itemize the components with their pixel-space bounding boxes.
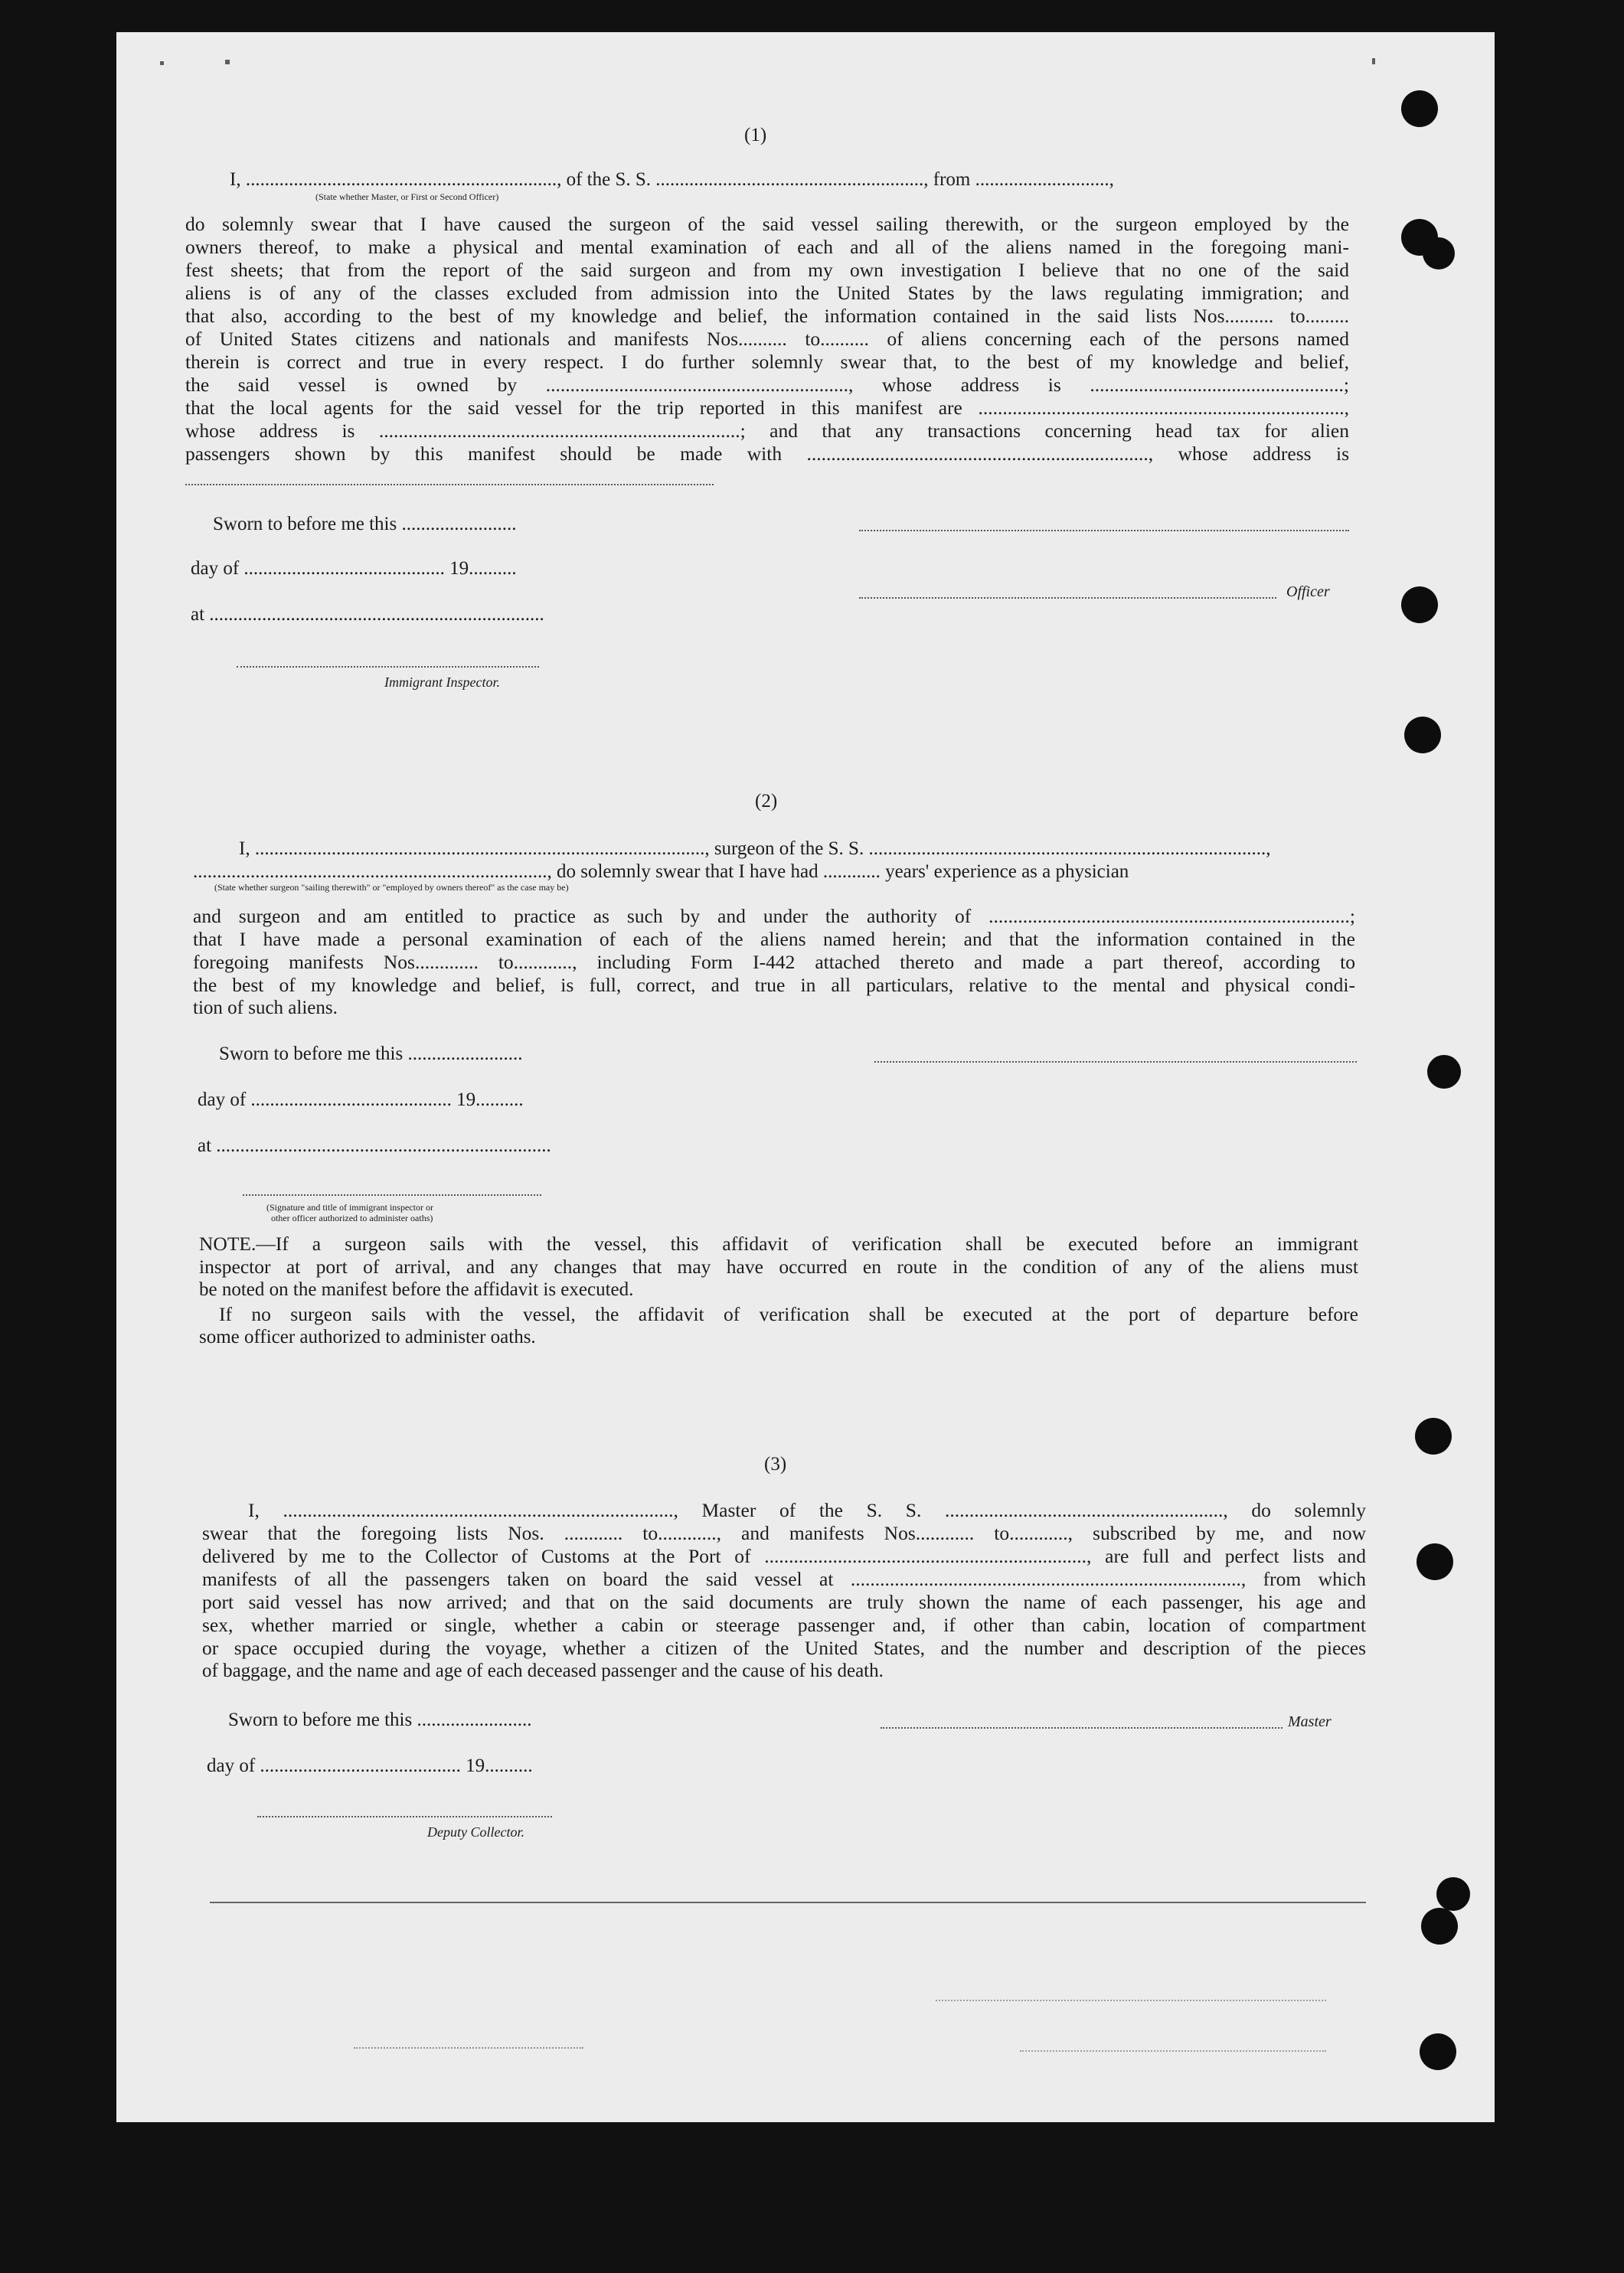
- section-1-line: therein is correct and true in every respect. I do further solemnly swear that, to the best of my knowledge and belief,: [185, 351, 1349, 373]
- section-2-line: and surgeon and am entitled to practice as such by and under the authority of ..........................................................................;: [193, 905, 1355, 927]
- immigrant-inspector-label: Immigrant Inspector.: [384, 674, 500, 690]
- punch-hole: [1423, 237, 1455, 269]
- note-line: inspector at port of arrival, and any changes that may have occurred en route in the condition of any of the aliens must: [199, 1256, 1358, 1278]
- section-3-sworn: Sworn to before me this ........................: [228, 1710, 532, 1730]
- signature-caption-2: other officer authorized to administer oaths): [271, 1213, 433, 1223]
- punch-hole: [1417, 1543, 1453, 1580]
- section-1-sworn: Sworn to before me this ........................: [213, 514, 517, 534]
- section-1-number: (1): [744, 125, 767, 145]
- section-3-line: I, ................................................................................, Master of the S. S. ........................................................., do solemnly: [248, 1499, 1366, 1521]
- section-2-line: foregoing manifests Nos............. to............, including Form I-442 attached thereto and made a part thereof, according to: [193, 951, 1355, 973]
- section-2-sworn: Sworn to before me this ........................: [219, 1043, 523, 1064]
- inspector-signature-line-2: [243, 1194, 541, 1196]
- section-1-line: owners thereof, to make a physical and mental examination of each and all of the aliens named in the foregoing mani-: [185, 236, 1349, 258]
- punch-hole: [1436, 1877, 1470, 1911]
- faint-bleed-line: [1020, 2050, 1326, 2052]
- punch-hole: [1404, 717, 1441, 753]
- section-3-line: or space occupied during the voyage, whether a citizen of the United States, and the number and description of the pieces: [202, 1637, 1366, 1659]
- ink-speck: [160, 61, 164, 65]
- section-1-line: that also, according to the best of my knowledge and belief, the information contained in the said lists Nos.......... to.........: [185, 305, 1349, 327]
- deputy-collector-label: Deputy Collector.: [427, 1824, 524, 1840]
- section-1-line: the said vessel is owned by .............................................................., whose address is ....................................................;: [185, 374, 1349, 396]
- section-3-line: swear that the foregoing lists Nos. ............ to............, and manifests Nos............ to............, subscribed by me, and now: [202, 1522, 1366, 1544]
- section-2-at: at ......................................................................: [198, 1135, 551, 1156]
- section-3-line: delivered by me to the Collector of Customs at the Port of .................................................................., are full and perfect lists and: [202, 1545, 1366, 1567]
- section-1-line: passengers shown by this manifest should be made with ......................................................................, whose address is: [185, 443, 1349, 465]
- section-2-line: the best of my knowledge and belief, is full, correct, and true in all particulars, relative to the mental and physical condi-: [193, 974, 1355, 996]
- note-line-3: be noted on the manifest before the affidavit is executed.: [199, 1279, 634, 1300]
- ink-speck: [1372, 58, 1375, 64]
- section-2-line-2: .........................................................................., do solemnly swear that I have had ............ years' experience as a physician: [193, 861, 1129, 882]
- inspector-signature-line: [237, 666, 539, 668]
- ink-speck: [225, 60, 230, 64]
- section-1-line: do solemnly swear that I have caused the surgeon of the said vessel sailing therewith, or the surgeon employed by the: [185, 213, 1349, 235]
- address-continuation-line: [185, 484, 714, 485]
- punch-hole: [1420, 2033, 1456, 2070]
- master-signature-line: [881, 1727, 1283, 1729]
- section-3-number: (3): [764, 1454, 787, 1475]
- master-label: Master: [1288, 1713, 1332, 1730]
- section-1-line: aliens is of any of the classes excluded from admission into the United States by the laws regulating immigration; and: [185, 282, 1349, 304]
- section-1-line: of United States citizens and nationals and manifests Nos.......... to.......... of aliens concerning each of the persons named: [185, 328, 1349, 350]
- section-1-line: whose address is ..........................................................................; and that any transactions concerning head tax for alien: [185, 420, 1349, 442]
- section-1-at: at ......................................................................: [191, 604, 544, 625]
- section-1-heading: I, ................................................................., of the S. S. ........................................................, from ............................,: [230, 169, 1114, 190]
- section-2-last-line: tion of such aliens.: [193, 998, 338, 1018]
- note-line-4: If no surgeon sails with the vessel, the affidavit of verification shall be executed at the port of departure before: [219, 1303, 1358, 1325]
- section-1-officer-caption: (State whether Master, or First or Second Officer): [315, 191, 499, 202]
- faint-bleed-line: [354, 2047, 583, 2049]
- note-line: NOTE.—If a surgeon sails with the vessel, this affidavit of verification shall be executed before an immigrant: [199, 1233, 1358, 1255]
- punch-hole: [1401, 90, 1438, 127]
- section-2-surgeon-caption: (State whether surgeon "sailing therewith" or "employed by owners thereof" as the case may be): [214, 882, 569, 893]
- punch-hole: [1427, 1055, 1461, 1089]
- section-3-line: manifests of all the passengers taken on board the said vessel at ................................................................................, from which: [202, 1568, 1366, 1590]
- officer-signature-line-2: [859, 597, 1276, 599]
- section-1-line: that the local agents for the said vessel for the trip reported in this manifest are ...........................................................................,: [185, 397, 1349, 419]
- section-2-heading: I, .............................................................................................., surgeon of the S. S. ...................................................................................,: [239, 838, 1271, 859]
- section-3-line: sex, whether married or single, whether a cabin or steerage passenger and, if other than cabin, location of compartment: [202, 1614, 1366, 1636]
- section-2-line: that I have made a personal examination of each of the aliens named herein; and that the information contained in the: [193, 928, 1355, 950]
- bottom-rule: [210, 1902, 1366, 1903]
- note-line-5: some officer authorized to administer oaths.: [199, 1327, 536, 1347]
- section-3-last-line: of baggage, and the name and age of each deceased passenger and the cause of his death.: [202, 1661, 884, 1681]
- section-1-day: day of .......................................... 19..........: [191, 558, 517, 579]
- surgeon-signature-line: [874, 1061, 1357, 1063]
- section-3-line: port said vessel has now arrived; and that on the said documents are truly shown the name of each passenger, his age and: [202, 1591, 1366, 1613]
- punch-hole: [1401, 586, 1438, 623]
- collector-signature-line: [257, 1816, 552, 1817]
- faint-bleed-line: [936, 2000, 1326, 2001]
- punch-hole: [1415, 1418, 1452, 1455]
- manifest-page: [116, 32, 1495, 2122]
- section-3-day: day of .......................................... 19..........: [207, 1755, 533, 1776]
- signature-caption-1: (Signature and title of immigrant inspector or: [266, 1202, 433, 1213]
- section-2-day: day of .......................................... 19..........: [198, 1089, 524, 1110]
- section-1-line: fest sheets; that from the report of the said surgeon and from my own investigation I believe that no one of the said: [185, 259, 1349, 281]
- punch-hole: [1421, 1908, 1458, 1945]
- officer-signature-line: [859, 530, 1349, 531]
- section-2-number: (2): [755, 791, 778, 812]
- officer-label: Officer: [1286, 583, 1330, 600]
